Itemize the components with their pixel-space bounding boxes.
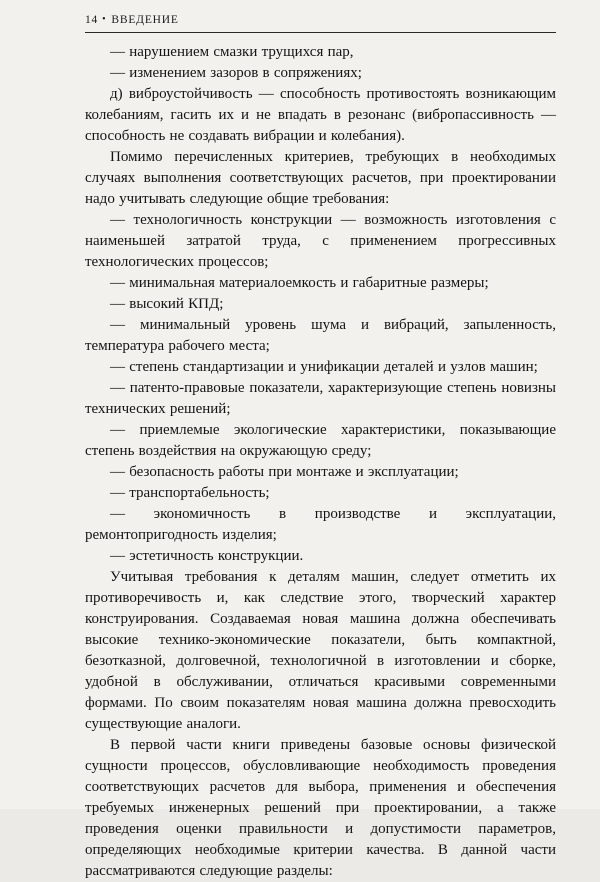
paragraph: Помимо перечисленных критериев, требующих в необходимых случаях выполнения соответствующих расчетов, при проектировании надо учитывать следующие общие требования: <box>85 149 556 207</box>
list-item: — минимальный уровень шума и вибраций, запыленность, температура рабочего места; <box>85 317 556 354</box>
list-item: — патенто-правовые показатели, характеризующие степень новизны технических решений; <box>85 380 556 417</box>
paragraph: д) виброустойчивость — способность противостоять возникающим колебаниям, гасить их и не впадать в резонанс (вибропассивность — способность не создавать вибрации и колебания). <box>85 86 556 144</box>
list-item: — изменением зазоров в сопряжениях; <box>110 65 362 81</box>
text-column <box>85 42 556 882</box>
list-item: — транспортабельность; <box>110 485 270 501</box>
paragraph: В первой части книги приведены базовые основы физической сущности процессов, обусловливающие необходимость проведения соответствующих расчетов для выбора, применения и обеспечения требуемых инженерных решений при проектировании, а также проведения оценки правильности и допустимости параметров, определяющих необходимые критерии качества. В данной части рассматриваются следующие разделы: <box>85 737 556 879</box>
list-item: — высокий КПД; <box>110 296 224 312</box>
list-item: — эстетичность конструкции. <box>110 548 304 564</box>
list-item: — технологичность конструкции — возможность изготовления с наименьшей затратой труда, с применением прогрессивных технологических процессов; <box>85 212 556 270</box>
paragraph: Учитывая требования к деталям машин, следует отметить их противоречивость и, как следствие этого, творческий характер конструирования. Создаваемая новая машина должна обеспечивать высокие технико-экономические показатели, быть компактной, безотказной, долговечной, технологичной в изготовлении и сборке, удобной в обслуживании, отличаться красивыми современными формами. По своим показателям новая машина должна превосходить существующие аналоги. <box>85 569 556 732</box>
list-item: — экономичность в производстве и эксплуатации, ремонтопригодность изделия; <box>85 506 556 543</box>
list-item: — степень стандартизации и унификации деталей и узлов машин; <box>110 359 538 375</box>
page-number: 14 <box>85 14 99 26</box>
page-header <box>85 12 556 33</box>
list-item: — безопасность работы при монтаже и эксплуатации; <box>110 464 459 480</box>
list-item: — приемлемые экологические характеристики, показывающие степень воздействия на окружающую среду; <box>85 422 556 459</box>
chapter-title: ВВЕДЕНИЕ <box>111 14 179 26</box>
header-bullet-icon: • <box>102 14 107 25</box>
list-item: — минимальная материалоемкость и габаритные размеры; <box>110 275 489 291</box>
list-item: — нарушением смазки трущихся пар, <box>110 44 354 60</box>
